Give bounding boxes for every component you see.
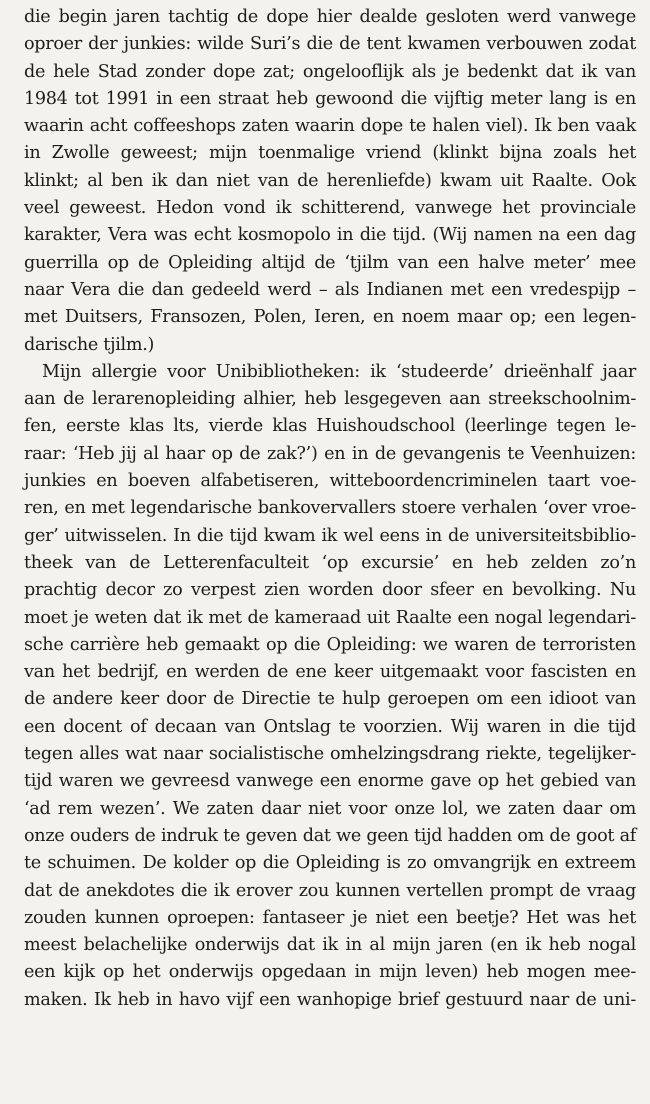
text-line: klinkt; al ben ik dan niet van de herenliefde) kwam uit Raalte. Ook	[24, 170, 636, 191]
text-line: prachtig decor zo verpest zien worden door sfeer en bevolking. Nu	[24, 580, 636, 601]
text-line: tegen alles wat naar socialistische omhelzingsdrang riekte, tegelijker-	[24, 744, 636, 765]
text-line: moet je weten dat ik met de kameraad uit Raalte een nogal legendari-	[24, 607, 636, 628]
text-line: theek van de Letterenfaculteit ‘op excursie’ en heb zelden zo’n	[24, 552, 636, 573]
text-line: ger’ uitwisselen. In die tijd kwam ik wel eens in de universiteitsbiblio-	[24, 525, 636, 546]
text-line: de hele Stad zonder dope zat; ongelooflijk als je bedenkt dat ik van	[24, 61, 636, 82]
text-line: onze ouders de indruk te geven dat we geen tijd hadden om de goot af	[24, 825, 636, 846]
text-line: meest belachelijke onderwijs dat ik in al mijn jaren (en ik heb nogal	[24, 935, 636, 956]
text-line: de andere keer door de Directie te hulp geroepen om een idioot van	[24, 689, 636, 710]
text-line: met Duitsers, Fransozen, Polen, Ieren, en noem maar op; een legen-	[24, 307, 636, 328]
text-line: veel geweest. Hedon vond ik schitterend, vanwege het provinciale	[24, 198, 636, 219]
text-line: die begin jaren tachtig de dope hier dealde gesloten werd vanwege	[24, 7, 636, 27]
paragraph-end-line: darische tjilm.)	[24, 334, 155, 355]
text-line: te schuimen. De kolder op die Opleiding is zo omvangrijk en extreem	[24, 853, 636, 874]
text-line: ‘ad rem wezen’. We zaten daar niet voor onze lol, we zaten daar om	[24, 798, 636, 819]
text-line: maken. Ik heb in havo vijf een wanhopige brief gestuurd naar de uni-	[24, 989, 636, 1010]
text-line: aan de lerarenopleiding alhier, heb lesgegeven aan streekschoolnim-	[24, 389, 636, 410]
text-line: dat de anekdotes die ik erover zou kunnen vertellen prompt de vraag	[24, 880, 636, 901]
text-line: karakter, Vera was echt kosmopolo in die tijd. (Wij namen na een dag	[24, 225, 636, 246]
text-line: sche carrière heb gemaakt op die Opleiding: we waren de terroristen	[24, 634, 636, 655]
text-line: waarin acht coffeeshops zaten waarin dope te halen viel). Ik ben vaak	[24, 116, 636, 137]
text-line: junkies en boeven alfabetiseren, witteboordencriminelen taart voe-	[24, 471, 636, 492]
text-line: ren, en met legendarische bankovervallers stoere verhalen ‘over vroe-	[24, 498, 636, 519]
body-text	[24, 4, 636, 1014]
text-line: guerrilla op de Opleiding altijd de ‘tjilm van een halve meter’ mee	[24, 252, 636, 273]
text-line: oproer der junkies: wilde Suri’s die de tent kwamen verbouwen zodat	[24, 34, 636, 55]
text-line: tijd waren we gevreesd vanwege een enorme gave op het gebied van	[24, 771, 636, 792]
text-line: 1984 tot 1991 in een straat heb gewoond die vijftig meter lang is en	[24, 88, 636, 109]
text-line: in Zwolle geweest; mijn toenmalige vriend (klinkt bijna zoals het	[24, 143, 636, 164]
text-line: fen, eerste klas lts, vierde klas Huishoudschool (leerlinge tegen le-	[24, 416, 636, 437]
text-line: zouden kunnen oproepen: fantaseer je niet een beetje? Het was het	[24, 907, 636, 928]
text-line: van het bedrijf, en werden de ene keer uitgemaakt voor fascisten en	[24, 662, 636, 683]
text-line: raar: ‘Heb jij al haar op de zak?’) en in de gevangenis te Veenhuizen:	[24, 443, 636, 464]
text-line: een docent of decaan van Ontslag te voorzien. Wij waren in die tijd	[24, 716, 636, 737]
paragraph-start-line: Mijn allergie voor Unibibliotheken: ik ‘studeerde’ drieënhalf jaar	[42, 361, 636, 382]
text-line: naar Vera die dan gedeeld werd – als Indianen met een vredespijp –	[24, 279, 636, 300]
text-line: een kijk op het onderwijs opgedaan in mijn leven) heb mogen mee-	[24, 962, 636, 983]
